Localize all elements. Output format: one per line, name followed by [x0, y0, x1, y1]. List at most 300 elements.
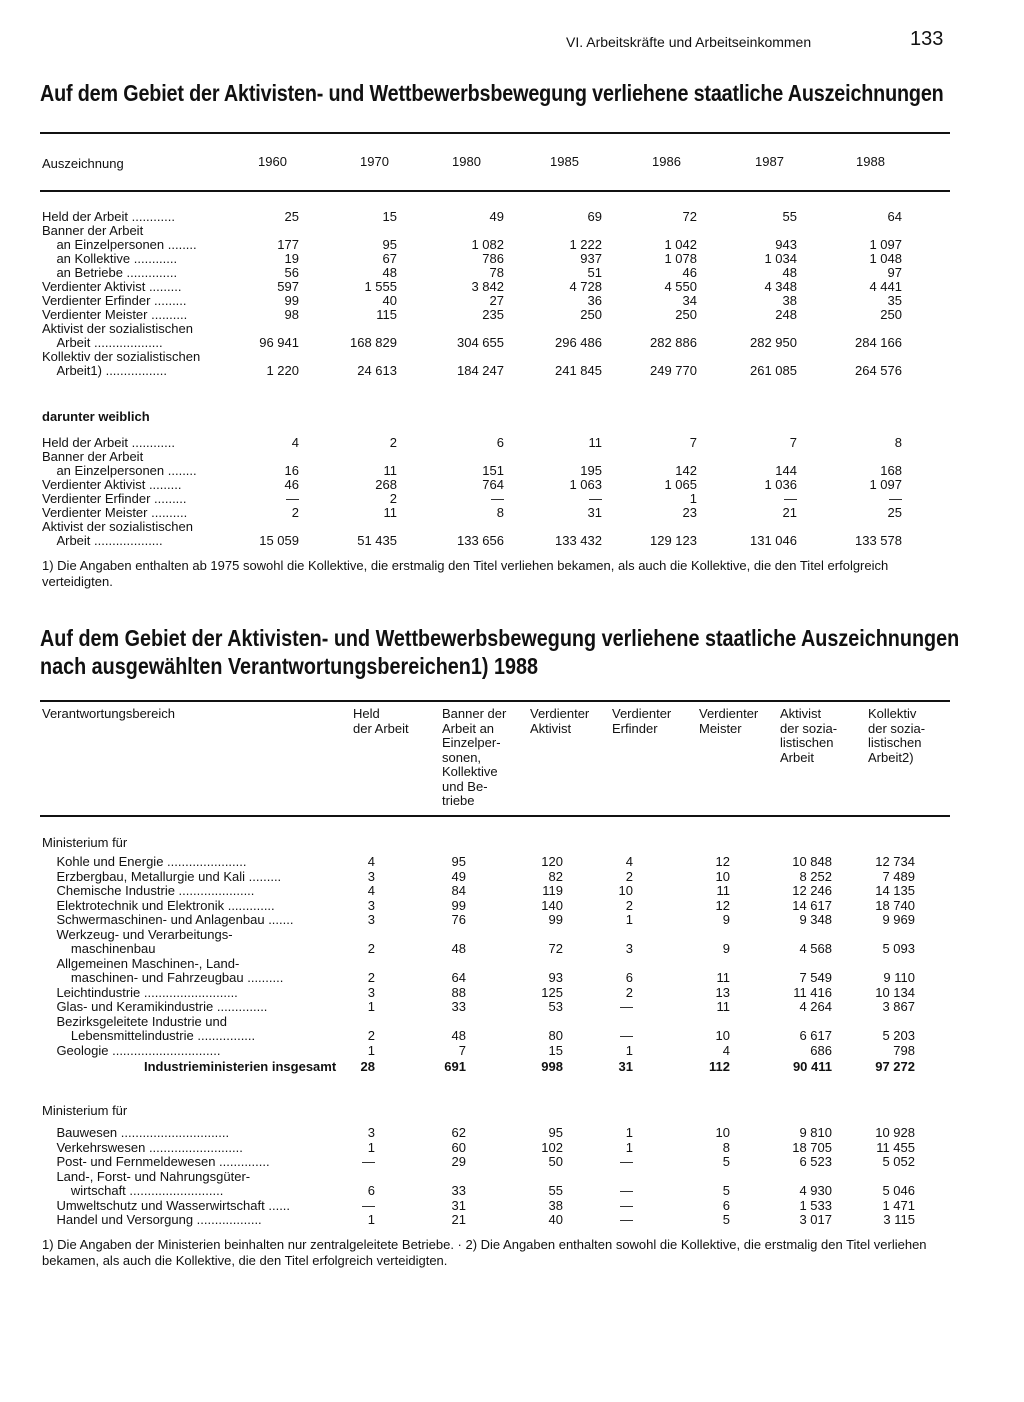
cell-value: 3 842 — [471, 279, 504, 294]
cell-value: 67 — [382, 251, 397, 266]
cell-value: 7 — [458, 1042, 466, 1058]
cell-value: 69 — [587, 209, 602, 224]
row-label: Chemische Industrie ..................... — [42, 883, 255, 898]
cell-value: 282 886 — [650, 335, 697, 350]
cell-value: 1 533 — [799, 1197, 832, 1213]
cell-value: 50 — [548, 1154, 563, 1169]
table2-header-rule — [40, 815, 950, 817]
table-row — [42, 1183, 915, 1199]
cell-value: 1 042 — [664, 237, 697, 252]
cell-value: 48 — [782, 265, 797, 280]
cell-value: 4 — [367, 854, 375, 869]
column-header: 1987 — [755, 154, 784, 169]
row-label: Kollektiv der sozialistischen — [42, 349, 201, 364]
cell-value: 764 — [482, 477, 504, 492]
cell-value: 78 — [489, 265, 504, 280]
cell-value: 29 — [451, 1154, 466, 1169]
cell-value: 49 — [489, 209, 504, 224]
table2-top-rule — [40, 700, 950, 702]
cell-value: 48 — [382, 265, 397, 280]
cell-value: 268 — [375, 477, 397, 492]
table-row — [42, 868, 915, 885]
row-label: Held der Arbeit ............ — [42, 209, 175, 224]
cell-value: 3 115 — [883, 1212, 915, 1227]
column-header: 1980 — [452, 154, 481, 169]
table-row — [42, 1154, 915, 1170]
cell-value: 99 — [284, 293, 299, 308]
row-label: Aktivist der sozialistischen — [42, 519, 193, 534]
cell-value: 119 — [542, 883, 563, 898]
column-header: 1960 — [258, 154, 287, 169]
cell-value: 15 — [548, 1042, 563, 1058]
row-label: Elektrotechnik und Elektronik ............. — [42, 897, 275, 913]
cell-value: 6 — [496, 435, 504, 450]
cell-value: 120 — [541, 854, 563, 869]
table-row — [42, 478, 912, 492]
row-label: an Kollektive ............ — [42, 251, 178, 266]
cell-value: 2 — [367, 941, 375, 956]
cell-value: 4 — [367, 883, 375, 898]
cell-value: 6 — [367, 1183, 375, 1198]
cell-value: 72 — [682, 209, 697, 224]
cell-value: — — [589, 491, 602, 506]
cell-value: 125 — [541, 984, 563, 1000]
row-label: Allgemeinen Maschinen-, Land- — [42, 955, 240, 971]
cell-value: 48 — [451, 941, 466, 956]
table-row — [42, 970, 915, 986]
cell-value: 72 — [548, 941, 563, 956]
row-label: Verdienter Aktivist ......... — [42, 279, 182, 294]
column-header: Verdienter Aktivist — [530, 706, 590, 736]
cell-value: 51 — [587, 265, 602, 280]
cell-value: 12 — [715, 897, 730, 913]
row-label: Werkzeug- und Verarbeitungs- — [42, 926, 233, 942]
row-label: Glas- und Keramikindustrie .............. — [42, 999, 268, 1014]
column-header: Kollektiv der sozia- listischen Arbeit2) — [868, 706, 926, 765]
cell-value: 943 — [775, 237, 797, 252]
table-row — [42, 1139, 915, 1156]
cell-value: 40 — [382, 293, 397, 308]
table1-body — [42, 210, 912, 378]
row-label: Verdienter Meister .......... — [42, 307, 188, 322]
cell-value: 786 — [482, 251, 504, 266]
cell-value: 2 — [291, 505, 299, 520]
cell-value: 5 046 — [882, 1183, 915, 1198]
cell-value: 34 — [682, 293, 697, 308]
cell-value: 4 — [722, 1042, 730, 1058]
cell-value: 1 097 — [869, 477, 902, 492]
table-row — [42, 350, 912, 364]
cell-value: 6 523 — [799, 1154, 832, 1169]
cell-value: 3 — [625, 941, 633, 956]
table-row — [42, 266, 912, 280]
table-row — [42, 854, 915, 870]
cell-value: 36 — [587, 293, 602, 308]
cell-value: 282 950 — [750, 335, 797, 350]
cell-value: 10 134 — [875, 984, 915, 1000]
cell-value: 95 — [382, 237, 397, 252]
total-value: 998 — [541, 1059, 563, 1074]
cell-value: 131 046 — [750, 533, 797, 548]
cell-value: 48 — [451, 1028, 466, 1043]
cell-value: 4 — [291, 435, 299, 450]
cell-value: 4 728 — [569, 279, 602, 294]
cell-value: 31 — [587, 505, 602, 520]
cell-value: 25 — [887, 505, 902, 520]
cell-value: 10 928 — [875, 1125, 915, 1140]
cell-value: 8 — [722, 1139, 730, 1155]
table-row — [42, 280, 912, 294]
table-row — [42, 450, 912, 464]
table-row — [42, 464, 912, 478]
cell-value: 88 — [451, 984, 466, 1000]
cell-value: 1 048 — [869, 251, 902, 266]
cell-value: 64 — [451, 970, 466, 985]
cell-value: 64 — [887, 209, 902, 224]
cell-value: — — [620, 999, 633, 1014]
cell-value: 5 203 — [882, 1028, 915, 1043]
cell-value: — — [889, 491, 902, 506]
cell-value: 6 — [722, 1197, 730, 1213]
cell-value: 250 — [580, 307, 602, 322]
row-label: an Einzelpersonen ........ — [42, 463, 197, 478]
cell-value: — — [784, 491, 797, 506]
cell-value: 6 — [625, 970, 633, 985]
cell-value: 6 617 — [799, 1028, 832, 1043]
row-label: Bezirksgeleitete Industrie und — [42, 1013, 227, 1029]
cell-value: 8 — [496, 505, 504, 520]
cell-value: 95 — [548, 1125, 563, 1140]
total-value: 31 — [618, 1059, 633, 1074]
table1-female-body — [42, 436, 912, 548]
cell-value: 2 — [367, 970, 375, 985]
cell-value: 140 — [541, 897, 563, 913]
table2-title-line2: nach ausgewählten Verantwortungsbereichen1) 1988 — [40, 653, 538, 679]
cell-value: 38 — [548, 1197, 563, 1213]
cell-value: 2 — [625, 984, 633, 1000]
row-label: Bauwesen .............................. — [42, 1125, 230, 1140]
table2-total-row — [42, 1059, 915, 1075]
cell-value: — — [362, 1154, 375, 1169]
cell-value: 51 435 — [357, 533, 397, 548]
table-row — [42, 957, 912, 972]
row-label: Arbeit ................... — [42, 533, 163, 548]
cell-value: 184 247 — [457, 363, 504, 378]
table-row — [42, 912, 915, 928]
table-row — [42, 1170, 912, 1185]
cell-value: 7 489 — [882, 868, 915, 884]
column-header: Verdienter Erfinder — [612, 706, 672, 736]
cell-value: 27 — [489, 293, 504, 308]
cell-value: 95 — [451, 854, 466, 869]
cell-value: 93 — [548, 970, 563, 985]
cell-value: 3 867 — [882, 999, 915, 1014]
table-row — [42, 224, 912, 238]
table-row — [42, 308, 912, 322]
table-row — [42, 928, 912, 943]
row-label: Banner der Arbeit — [42, 449, 144, 464]
cell-value: 99 — [548, 912, 563, 927]
total-value: 28 — [360, 1059, 375, 1074]
row-label: an Betriebe .............. — [42, 265, 178, 280]
cell-value: 12 734 — [875, 854, 915, 869]
cell-value: 133 656 — [457, 533, 504, 548]
table-row — [42, 941, 915, 957]
cell-value: 250 — [675, 307, 697, 322]
cell-value: 250 — [880, 307, 902, 322]
cell-value: 15 — [382, 209, 397, 224]
cell-value: 38 — [782, 293, 797, 308]
row-label: maschinen- und Fahrzeugbau .......... — [42, 970, 284, 985]
cell-value: — — [620, 1183, 633, 1198]
cell-value: — — [620, 1154, 633, 1169]
cell-value: 15 059 — [259, 533, 299, 548]
cell-value: 46 — [284, 477, 299, 492]
cell-value: 142 — [675, 463, 697, 478]
table-row — [42, 999, 915, 1015]
cell-value: 144 — [775, 463, 797, 478]
cell-value: 11 — [383, 463, 397, 478]
cell-value: 9 810 — [799, 1125, 832, 1140]
cell-value: 4 — [625, 854, 633, 869]
column-header: 1988 — [856, 154, 885, 169]
cell-value: 55 — [782, 209, 797, 224]
row-label: Arbeit ................... — [42, 335, 163, 350]
table-row — [42, 506, 912, 520]
cell-value: 241 845 — [555, 363, 602, 378]
table-row — [42, 210, 912, 224]
cell-value: 8 — [894, 435, 902, 450]
cell-value: 4 348 — [764, 279, 797, 294]
cell-value: 1 — [367, 1042, 375, 1058]
cell-value: 80 — [548, 1028, 563, 1043]
cell-value: 1 — [367, 1212, 375, 1227]
row-label: Geologie .............................. — [42, 1042, 221, 1058]
row-label: Verdienter Erfinder ......... — [42, 293, 187, 308]
table-row — [42, 238, 912, 252]
row-label: Verdienter Meister .......... — [42, 505, 188, 520]
cell-value: 11 416 — [793, 984, 832, 1000]
total-value: 112 — [709, 1059, 730, 1074]
cell-value: 9 969 — [882, 912, 915, 927]
cell-value: 304 655 — [457, 335, 504, 350]
column-header: 1986 — [652, 154, 681, 169]
cell-value: 261 085 — [750, 363, 797, 378]
table2-group1-heading: Ministerium für — [42, 835, 128, 850]
cell-value: 4 264 — [799, 999, 832, 1014]
cell-value: 1 471 — [882, 1197, 915, 1213]
cell-value: 82 — [548, 868, 563, 884]
cell-value: 1 555 — [364, 279, 397, 294]
cell-value: 284 166 — [855, 335, 902, 350]
table1-title: Auf dem Gebiet der Aktivisten- und Wettbewerbsbewegung verliehene staatliche Auszeichnungen — [40, 80, 944, 106]
cell-value: 23 — [682, 505, 697, 520]
cell-value: 16 — [284, 463, 299, 478]
cell-value: 14 135 — [875, 883, 915, 898]
cell-value: 10 — [715, 1125, 730, 1140]
total-label: Industrieministerien insgesamt — [144, 1059, 337, 1074]
table1-subheading: darunter weiblich — [42, 409, 150, 424]
cell-value: 11 — [716, 999, 730, 1014]
cell-value: 35 — [887, 293, 902, 308]
page-number: 133 — [910, 28, 944, 50]
cell-value: 46 — [682, 265, 697, 280]
table2-group2-heading: Ministerium für — [42, 1103, 128, 1118]
cell-value: 249 770 — [650, 363, 697, 378]
cell-value: 1 — [625, 1125, 633, 1140]
cell-value: 1 — [367, 1139, 375, 1155]
cell-value: — — [286, 491, 299, 506]
cell-value: 102 — [541, 1139, 563, 1155]
cell-value: 24 613 — [357, 363, 397, 378]
running-head: VI. Arbeitskräfte und Arbeitseinkommen — [566, 34, 812, 50]
cell-value: 264 576 — [855, 363, 902, 378]
row-label: Handel und Versorgung .................. — [42, 1212, 262, 1227]
cell-value: 97 — [887, 265, 902, 280]
cell-value: 11 — [383, 505, 397, 520]
column-header: Banner der Arbeit an Einzelper- sonen, Kollektive und Be- triebe — [442, 706, 507, 808]
cell-value: 12 — [715, 854, 730, 869]
cell-value: 235 — [482, 307, 504, 322]
cell-value: 2 — [367, 1028, 375, 1043]
cell-value: 151 — [482, 463, 504, 478]
cell-value: 1 078 — [664, 251, 697, 266]
cell-value: 115 — [376, 307, 397, 322]
cell-value: 11 — [588, 435, 602, 450]
cell-value: 9 348 — [799, 912, 832, 927]
cell-value: 2 — [625, 868, 633, 884]
cell-value: 8 252 — [799, 868, 832, 884]
cell-value: 99 — [451, 897, 466, 913]
table-row — [42, 322, 912, 336]
cell-value: 7 — [689, 435, 697, 450]
cell-value: 3 — [367, 912, 375, 927]
cell-value: 798 — [893, 1042, 915, 1058]
table-row — [42, 336, 912, 350]
cell-value: 597 — [277, 279, 299, 294]
cell-value: 3 017 — [799, 1212, 832, 1227]
cell-value: 177 — [277, 237, 299, 252]
cell-value: 4 568 — [799, 941, 832, 956]
row-label: Lebensmittelindustrie ................ — [42, 1028, 256, 1043]
row-label: Erzbergbau, Metallurgie und Kali ......... — [42, 868, 282, 884]
cell-value: 60 — [451, 1139, 466, 1155]
cell-value: 10 — [715, 868, 730, 884]
cell-value: 13 — [715, 984, 730, 1000]
cell-value: 5 — [722, 1183, 730, 1198]
cell-value: 1 — [625, 1042, 633, 1058]
column-header: Verantwortungsbereich — [42, 706, 175, 721]
column-header: Verdienter Meister — [699, 706, 759, 736]
row-label: Arbeit1) ................. — [42, 363, 167, 378]
row-label: Kohle und Energie ...................... — [42, 854, 247, 869]
cell-value: 19 — [284, 251, 299, 266]
cell-value: 5 — [722, 1212, 730, 1227]
cell-value: — — [620, 1028, 633, 1043]
table-row — [42, 520, 912, 534]
cell-value: 56 — [284, 265, 299, 280]
column-header: 1985 — [550, 154, 579, 169]
total-row — [42, 1059, 915, 1075]
column-header: Held der Arbeit — [353, 706, 409, 736]
total-value: 97 272 — [875, 1059, 915, 1074]
cell-value: 3 — [367, 1125, 375, 1140]
cell-value: — — [620, 1197, 633, 1213]
table2-footnote: 1) Die Angaben der Ministerien beinhalten nur zentralgeleitete Betriebe. · 2) Die Angaben enthalten sowohl die Kollektive, die erstmalig den Titel verliehen bekamen, als auch die Kollektive, die den Titel erfolgreich verteidigten. — [42, 1237, 927, 1268]
table2-group1-body — [42, 854, 915, 1058]
cell-value: 40 — [548, 1212, 563, 1227]
cell-value: 84 — [451, 883, 466, 898]
table-row — [42, 364, 912, 378]
cell-value: 1 220 — [266, 363, 299, 378]
table-row — [42, 294, 912, 308]
cell-value: 25 — [284, 209, 299, 224]
cell-value: 7 549 — [799, 970, 832, 985]
cell-value: 96 941 — [259, 335, 299, 350]
cell-value: 33 — [451, 999, 466, 1014]
table-row — [42, 436, 912, 450]
cell-value: 2 — [389, 435, 397, 450]
row-label: Verkehrswesen .......................... — [42, 1139, 243, 1155]
cell-value: 2 — [625, 897, 633, 913]
column-header: Aktivist der sozia- listischen Arbeit — [780, 706, 838, 765]
cell-value: 248 — [775, 307, 797, 322]
cell-value: — — [620, 1212, 633, 1227]
cell-value: 31 — [451, 1197, 466, 1213]
cell-value: 4 930 — [799, 1183, 832, 1198]
cell-value: 168 829 — [350, 335, 397, 350]
row-label: wirtschaft .......................... — [42, 1183, 224, 1198]
cell-value: 4 441 — [869, 279, 902, 294]
cell-value: 53 — [548, 999, 563, 1014]
table-row — [42, 1125, 915, 1141]
row-label: Land-, Forst- und Nahrungsgüter- — [42, 1168, 251, 1184]
cell-value: 10 — [715, 1028, 730, 1043]
cell-value: 10 — [618, 883, 633, 898]
cell-value: 3 — [367, 868, 375, 884]
table-row — [42, 897, 915, 914]
table-row — [42, 1212, 915, 1228]
table-row — [42, 252, 912, 266]
row-label: Aktivist der sozialistischen — [42, 321, 193, 336]
table1-header-rule — [40, 190, 950, 192]
cell-value: 1 097 — [869, 237, 902, 252]
cell-value: 21 — [782, 505, 797, 520]
cell-value: 3 — [367, 897, 375, 913]
cell-value: 12 246 — [792, 883, 832, 898]
cell-value: 76 — [451, 912, 466, 927]
cell-value: 195 — [580, 463, 602, 478]
row-label: Schwermaschinen- und Anlagenbau ....... — [42, 912, 294, 927]
cell-value: 11 455 — [876, 1139, 915, 1155]
row-label: Held der Arbeit ............ — [42, 435, 175, 450]
cell-value: 5 — [722, 1154, 730, 1169]
table-row — [42, 492, 912, 506]
table2-group2-body — [42, 1125, 915, 1228]
column-header: Auszeichnung — [42, 156, 124, 171]
cell-value: 49 — [451, 868, 466, 884]
cell-value: 133 578 — [855, 533, 902, 548]
cell-value: 21 — [451, 1212, 466, 1227]
cell-value: 9 — [722, 941, 730, 956]
cell-value: 133 432 — [555, 533, 602, 548]
cell-value: 14 617 — [792, 897, 832, 913]
cell-value: 1 082 — [471, 237, 504, 252]
table1-top-rule — [40, 132, 950, 134]
cell-value: — — [491, 491, 504, 506]
cell-value: 9 — [722, 912, 730, 927]
cell-value: 3 — [367, 984, 375, 1000]
